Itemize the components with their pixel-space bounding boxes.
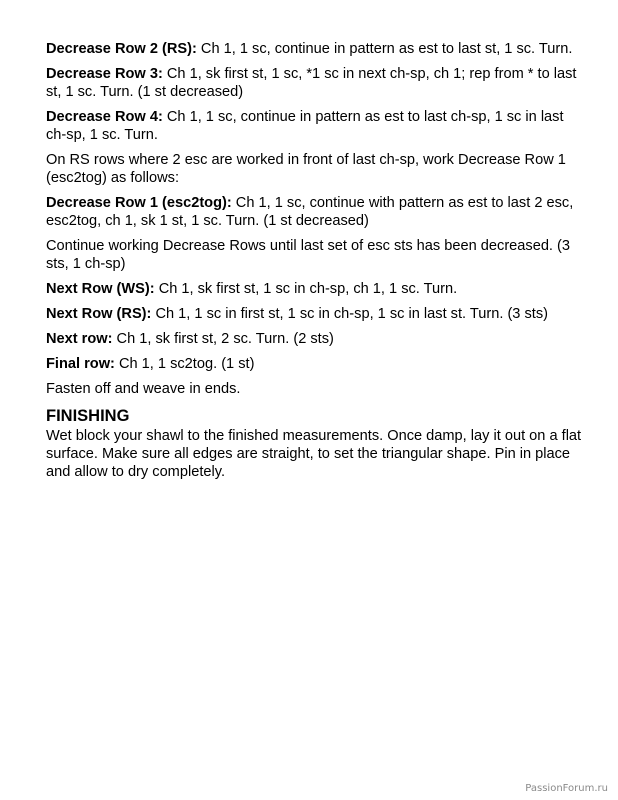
row-label: Final row:	[46, 356, 115, 372]
row-label: Decrease Row 3:	[46, 66, 163, 82]
row-text: Ch 1, 1 sc, continue with pattern as est to last 2 esc, esc2tog, ch 1, sk 1 st, 1 sc. Turn. (1 st decreased)	[46, 195, 574, 229]
row-text: Ch 1, sk first st, 1 sc, *1 sc in next ch-sp, ch 1; rep from * to last st, 1 sc. Turn. (1 st decreased)	[46, 66, 577, 100]
note-text: Fasten off and weave in ends.	[46, 381, 241, 397]
row-text: Ch 1, sk first st, 1 sc in ch-sp, ch 1, 1 sc. Turn.	[154, 281, 458, 297]
row-text: Ch 1, sk first st, 2 sc. Turn. (2 sts)	[112, 331, 334, 347]
decrease-row-4-paragraph	[46, 108, 582, 144]
row-text: Ch 1, 1 sc in first st, 1 sc in ch-sp, 1 sc in last st. Turn. (3 sts)	[151, 306, 548, 322]
note-text: On RS rows where 2 esc are worked in front of last ch-sp, work Decrease Row 1 (esc2tog) as follows:	[46, 152, 566, 186]
rs-rows-note-paragraph	[46, 151, 582, 187]
finishing-heading: FINISHING	[46, 407, 130, 425]
row-label: Decrease Row 4:	[46, 109, 163, 125]
row-text: Ch 1, 1 sc2tog. (1 st)	[114, 356, 255, 372]
finishing-paragraph: Wet block your shawl to the finished measurements. Once damp, lay it out on a flat surface. Make sure all edges are straight, to set the triangular shape. Pin in place and allow to dry completely.	[46, 428, 582, 480]
row-text: Ch 1, 1 sc, continue in pattern as est to last ch-sp, 1 sc in last ch-sp, 1 sc. Turn.	[46, 109, 564, 143]
next-row-paragraph	[46, 330, 582, 348]
decrease-row-2-paragraph	[46, 40, 582, 58]
continue-note-paragraph	[46, 237, 582, 273]
next-row-ws-paragraph	[46, 280, 582, 298]
row-label: Decrease Row 1 (esc2tog):	[46, 195, 232, 211]
row-label: Next Row (RS):	[46, 306, 152, 322]
row-label: Decrease Row 2 (RS):	[46, 41, 197, 57]
final-row-paragraph	[46, 355, 582, 373]
fasten-off-paragraph	[46, 380, 582, 398]
note-text: Continue working Decrease Rows until last set of esc sts has been decreased. (3 sts, 1 ch-sp)	[46, 238, 571, 272]
row-label: Next row:	[46, 331, 113, 347]
decrease-row-1-esc2tog-paragraph	[46, 194, 582, 230]
row-label: Next Row (WS):	[46, 281, 155, 297]
decrease-row-3-paragraph	[46, 65, 582, 101]
next-row-rs-paragraph	[46, 305, 582, 323]
watermark: PassionForum.ru	[525, 783, 608, 794]
document-page	[46, 40, 582, 488]
row-text: Ch 1, 1 sc, continue in pattern as est to last st, 1 sc. Turn.	[196, 41, 573, 57]
